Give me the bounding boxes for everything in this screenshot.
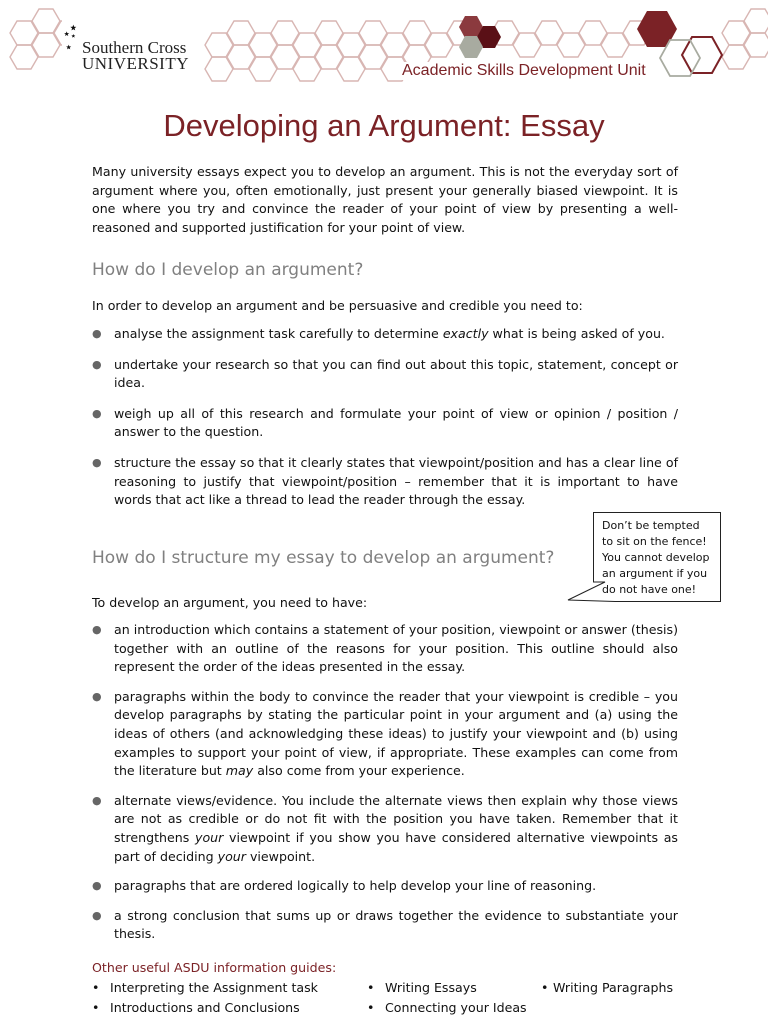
list-item: ● an introduction which contains a statement of your position, viewpoint or answer (thesis) together with an outline of the reasons for your position. This outline should also represent the order of the ideas presented in the essay. — [92, 622, 678, 675]
speech-bubble-callout — [593, 512, 720, 603]
list-item: ● a strong conclusion that sums up or draws together the evidence to substantiate your thesis. — [92, 907, 678, 942]
section-heading-develop: How do I develop an argument? — [92, 260, 364, 280]
list-item: ● weigh up all of this research and formulate your point of view or opinion / position / answer to the question. — [92, 405, 678, 440]
bullet-icon: ● — [92, 327, 102, 340]
guides-column-1 — [92, 978, 318, 1018]
list-item: ● undertake your research so that you can find out about this topic, statement, concept or idea. — [92, 356, 678, 391]
bullet-icon: ● — [92, 406, 102, 420]
guide-link[interactable]: • Writing Essays — [367, 978, 527, 998]
bullet-icon: ● — [92, 793, 102, 807]
unit-name: Academic Skills Development Unit — [402, 62, 646, 79]
bullet-icon: ● — [92, 879, 102, 893]
page-title: Developing an Argument: Essay — [163, 108, 605, 143]
guide-link[interactable]: • Writing Paragraphs — [541, 978, 673, 998]
list-item: ● structure the essay so that it clearly states that viewpoint/position and has a clear line of reasoning to justify that viewpoint/position – remember that it is important to have words that act like a thread to lead the reader through the essay. — [92, 454, 678, 508]
bullet-icon: ● — [92, 357, 102, 371]
section-lead: In order to develop an argument and be persuasive and credible you need to: — [92, 298, 583, 313]
list-item: ● alternate views/evidence. You include the alternate views then explain why those views are not as credible or do not fit with the position you have taken. Remember that it strengthens your viewpoint if you show you have considered alternative viewpoints as part of deciding your viewpoint. — [92, 792, 678, 864]
guide-link[interactable]: • Introductions and Conclusions — [92, 998, 318, 1018]
page-header — [0, 0, 768, 95]
list-item: ● paragraphs within the body to convince the reader that your viewpoint is credible – you develop paragraphs by stating the particular point in your argument and (a) using the ideas of others (and acknowledging these ideas) to justify your viewpoint and (b) using examples to support your point of view, if appropriate. These examples can come from the literature but may also come from your experience. — [92, 688, 678, 779]
other-guides-heading: Other useful ASDU information guides: — [92, 960, 337, 975]
intro-paragraph: Many university essays expect you to develop an argument. This is not the everyday sort of argument where you, often emotionally, just present your generally biased viewpoint. It is one where you try and convince the reader of your point of view by presenting a well-reasoned and supported justification for your point of view. — [92, 164, 678, 235]
university-logo — [62, 18, 202, 76]
callout-text: Don’t be tempted to sit on the fence! You cannot develop an argument if you do not have one! — [602, 519, 710, 596]
university-name-line1: Southern Cross — [82, 38, 187, 57]
university-name-line2: UNIVERSITY — [82, 54, 189, 73]
structure-list — [92, 621, 678, 955]
list-item: ● analyse the assignment task carefully to determine exactly what is being asked of you. — [92, 325, 678, 344]
list-item: ● paragraphs that are ordered logically to help develop your line of reasoning. — [92, 877, 678, 896]
bullet-icon: ● — [92, 689, 102, 703]
southern-cross-stars-icon — [62, 18, 82, 58]
guides-column-2 — [367, 978, 527, 1018]
guides-column-3 — [541, 978, 673, 998]
bullet-icon: ● — [92, 623, 102, 636]
bullet-icon: ● — [92, 908, 102, 922]
bullet-icon: ● — [92, 455, 102, 469]
guide-link[interactable]: • Connecting your Ideas — [367, 998, 527, 1018]
section-heading-structure: How do I structure my essay to develop an argument? — [92, 548, 555, 568]
develop-steps-list — [92, 325, 678, 522]
guide-link[interactable]: • Interpreting the Assignment task — [92, 978, 318, 998]
section-lead: To develop an argument, you need to have: — [92, 595, 368, 610]
